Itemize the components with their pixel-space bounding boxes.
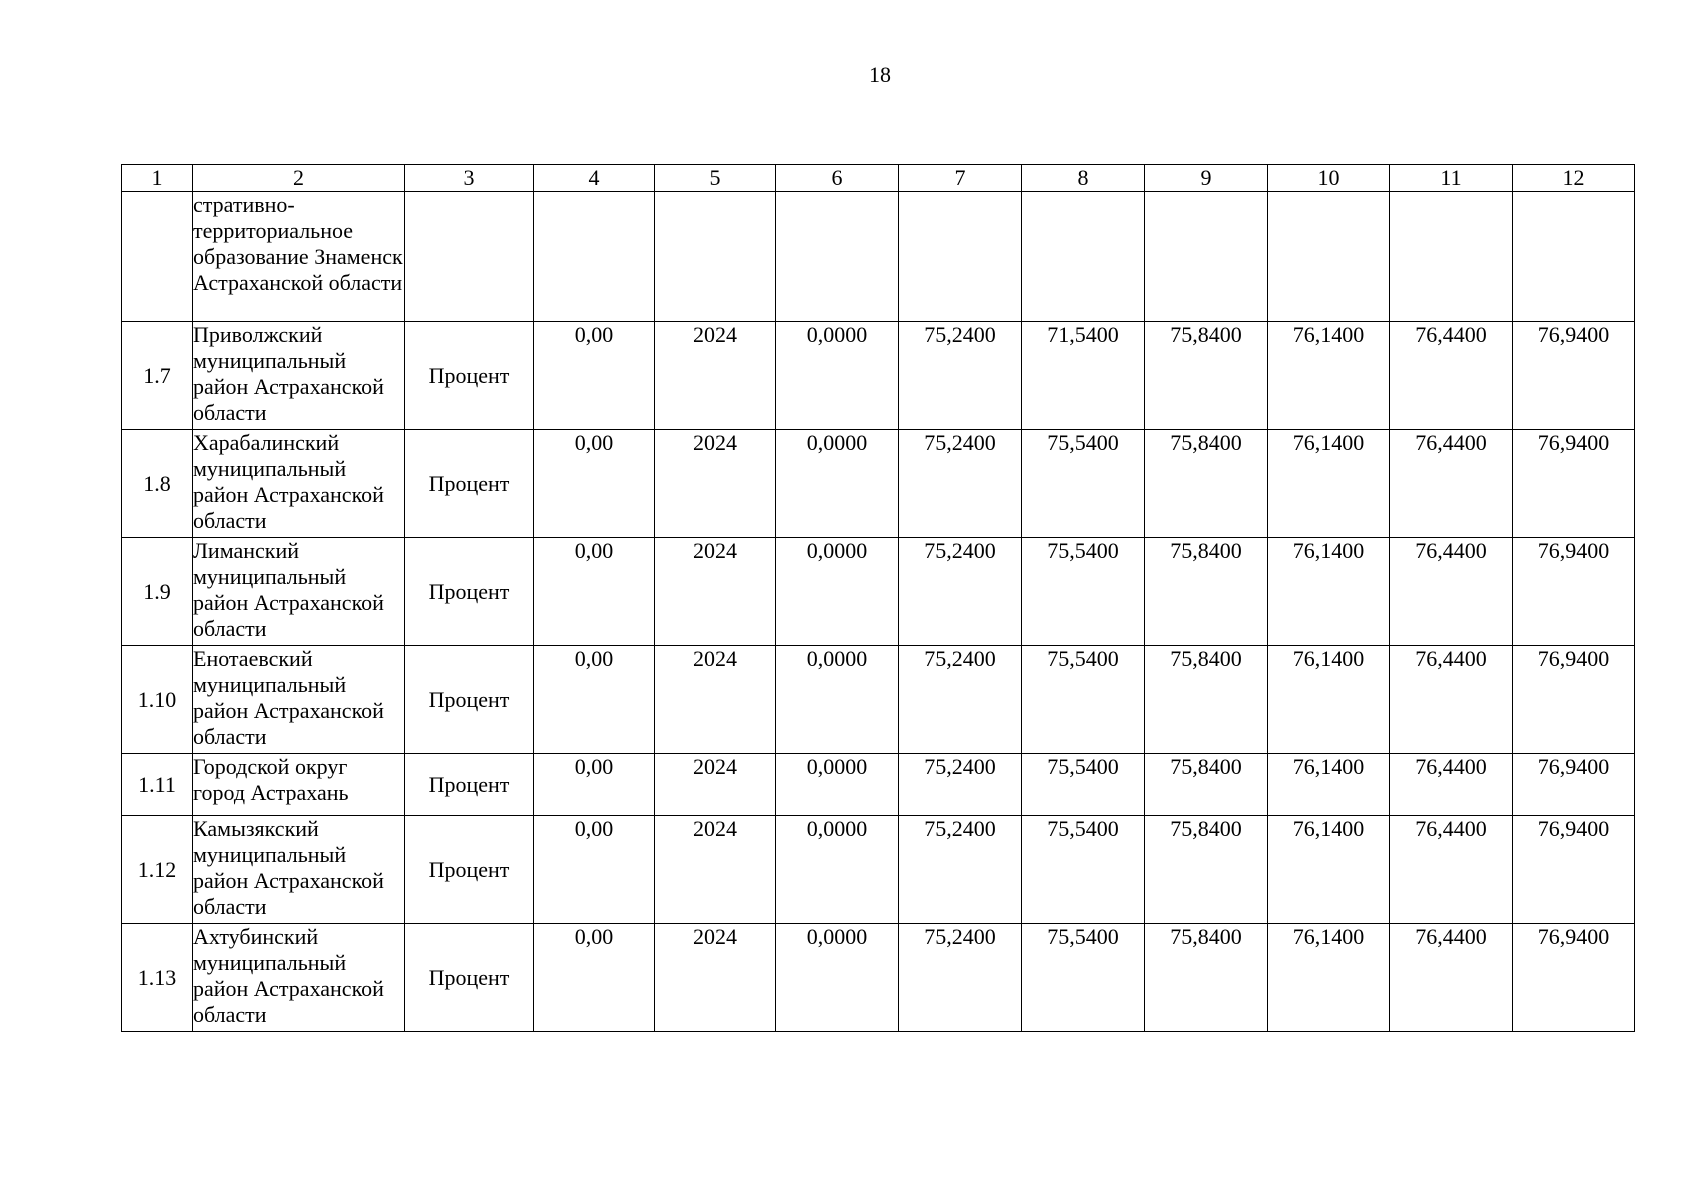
value-cell — [534, 192, 655, 322]
column-header: 3 — [405, 165, 534, 192]
row-number — [122, 192, 193, 322]
value-cell: 75,2400 — [899, 322, 1022, 430]
table-row — [122, 924, 1635, 1032]
column-header: 7 — [899, 165, 1022, 192]
territory-name: Приволжский муниципальный район Астраханской области — [193, 322, 405, 430]
value-cell: 76,9400 — [1513, 816, 1635, 924]
value-cell: 75,8400 — [1145, 816, 1268, 924]
row-number: 1.10 — [122, 646, 193, 754]
value-cell: 76,9400 — [1513, 538, 1635, 646]
value-cell — [1022, 192, 1145, 322]
row-number: 1.12 — [122, 816, 193, 924]
value-cell: 75,8400 — [1145, 430, 1268, 538]
value-cell: 76,1400 — [1268, 924, 1390, 1032]
value-cell: 2024 — [655, 646, 776, 754]
unit-cell: Процент — [405, 754, 534, 816]
unit-cell: Процент — [405, 322, 534, 430]
territory-name: Городской округ город Астрахань — [193, 754, 405, 816]
value-cell — [1268, 192, 1390, 322]
value-cell: 75,8400 — [1145, 538, 1268, 646]
value-cell: 75,5400 — [1022, 754, 1145, 816]
value-cell: 75,2400 — [899, 430, 1022, 538]
table-row — [122, 538, 1635, 646]
row-number: 1.9 — [122, 538, 193, 646]
value-cell: 75,2400 — [899, 538, 1022, 646]
value-cell: 76,4400 — [1390, 924, 1513, 1032]
value-cell: 76,9400 — [1513, 754, 1635, 816]
value-cell: 0,00 — [534, 924, 655, 1032]
value-cell: 2024 — [655, 430, 776, 538]
value-cell: 2024 — [655, 924, 776, 1032]
value-cell: 0,00 — [534, 538, 655, 646]
table-row — [122, 646, 1635, 754]
value-cell — [899, 192, 1022, 322]
value-cell: 76,4400 — [1390, 430, 1513, 538]
column-header: 11 — [1390, 165, 1513, 192]
row-number: 1.11 — [122, 754, 193, 816]
value-cell: 0,00 — [534, 754, 655, 816]
unit-cell — [405, 192, 534, 322]
value-cell: 0,0000 — [776, 754, 899, 816]
column-header: 12 — [1513, 165, 1635, 192]
value-cell: 2024 — [655, 816, 776, 924]
page-number: 18 — [869, 62, 891, 87]
value-cell: 76,4400 — [1390, 816, 1513, 924]
territory-name — [193, 192, 405, 322]
value-cell — [776, 192, 899, 322]
value-cell: 0,00 — [534, 322, 655, 430]
value-cell: 75,2400 — [899, 754, 1022, 816]
value-cell: 76,9400 — [1513, 924, 1635, 1032]
value-cell: 2024 — [655, 322, 776, 430]
column-header: 9 — [1145, 165, 1268, 192]
territory-name: Камызякский муниципальный район Астраханской области — [193, 816, 405, 924]
unit-cell: Процент — [405, 646, 534, 754]
value-cell: 0,00 — [534, 646, 655, 754]
value-cell: 75,2400 — [899, 924, 1022, 1032]
value-cell: 75,5400 — [1022, 538, 1145, 646]
value-cell — [1390, 192, 1513, 322]
value-cell: 75,8400 — [1145, 646, 1268, 754]
value-cell — [655, 192, 776, 322]
value-cell: 76,4400 — [1390, 754, 1513, 816]
territory-name: Лиманский муниципальный район Астраханской области — [193, 538, 405, 646]
value-cell: 76,1400 — [1268, 538, 1390, 646]
value-cell: 76,9400 — [1513, 430, 1635, 538]
territory-name: Ахтубинский муниципальный район Астраханской области — [193, 924, 405, 1032]
unit-cell: Процент — [405, 924, 534, 1032]
unit-cell: Процент — [405, 430, 534, 538]
value-cell: 0,0000 — [776, 816, 899, 924]
table-row — [122, 430, 1635, 538]
value-cell — [1513, 192, 1635, 322]
column-header: 1 — [122, 165, 193, 192]
territory-name-text: стративно-территориальное образование Знаменск Астраханской области — [193, 192, 403, 295]
value-cell: 0,0000 — [776, 430, 899, 538]
value-cell: 76,4400 — [1390, 538, 1513, 646]
territory-name: Енотаевский муниципальный район Астраханской области — [193, 646, 405, 754]
value-cell: 75,2400 — [899, 816, 1022, 924]
value-cell: 75,2400 — [899, 646, 1022, 754]
value-cell: 2024 — [655, 754, 776, 816]
value-cell: 2024 — [655, 538, 776, 646]
value-cell: 71,5400 — [1022, 322, 1145, 430]
territory-name: Харабалинский муниципальный район Астраханской области — [193, 430, 405, 538]
column-header: 5 — [655, 165, 776, 192]
value-cell: 75,5400 — [1022, 924, 1145, 1032]
value-cell: 0,0000 — [776, 538, 899, 646]
row-number: 1.13 — [122, 924, 193, 1032]
value-cell: 76,1400 — [1268, 646, 1390, 754]
value-cell: 0,0000 — [776, 322, 899, 430]
value-cell: 75,8400 — [1145, 322, 1268, 430]
indicator-table — [121, 164, 1635, 1032]
value-cell: 75,5400 — [1022, 430, 1145, 538]
value-cell: 75,5400 — [1022, 646, 1145, 754]
table-row — [122, 754, 1635, 816]
value-cell: 76,1400 — [1268, 816, 1390, 924]
value-cell: 0,00 — [534, 816, 655, 924]
header-row — [122, 165, 1635, 192]
row-number: 1.7 — [122, 322, 193, 430]
value-cell: 76,9400 — [1513, 322, 1635, 430]
table-row — [122, 322, 1635, 430]
column-header: 4 — [534, 165, 655, 192]
column-header: 6 — [776, 165, 899, 192]
column-header: 10 — [1268, 165, 1390, 192]
value-cell: 0,0000 — [776, 924, 899, 1032]
value-cell: 76,1400 — [1268, 430, 1390, 538]
value-cell: 76,1400 — [1268, 322, 1390, 430]
value-cell: 76,4400 — [1390, 646, 1513, 754]
value-cell: 0,00 — [534, 430, 655, 538]
column-header: 2 — [193, 165, 405, 192]
value-cell — [1145, 192, 1268, 322]
value-cell: 76,9400 — [1513, 646, 1635, 754]
table-row — [122, 816, 1635, 924]
value-cell: 75,8400 — [1145, 754, 1268, 816]
value-cell: 76,1400 — [1268, 754, 1390, 816]
unit-cell: Процент — [405, 538, 534, 646]
table-row — [122, 192, 1635, 322]
value-cell: 75,8400 — [1145, 924, 1268, 1032]
value-cell: 75,5400 — [1022, 816, 1145, 924]
value-cell: 0,0000 — [776, 646, 899, 754]
row-number: 1.8 — [122, 430, 193, 538]
unit-cell: Процент — [405, 816, 534, 924]
column-header: 8 — [1022, 165, 1145, 192]
value-cell: 76,4400 — [1390, 322, 1513, 430]
